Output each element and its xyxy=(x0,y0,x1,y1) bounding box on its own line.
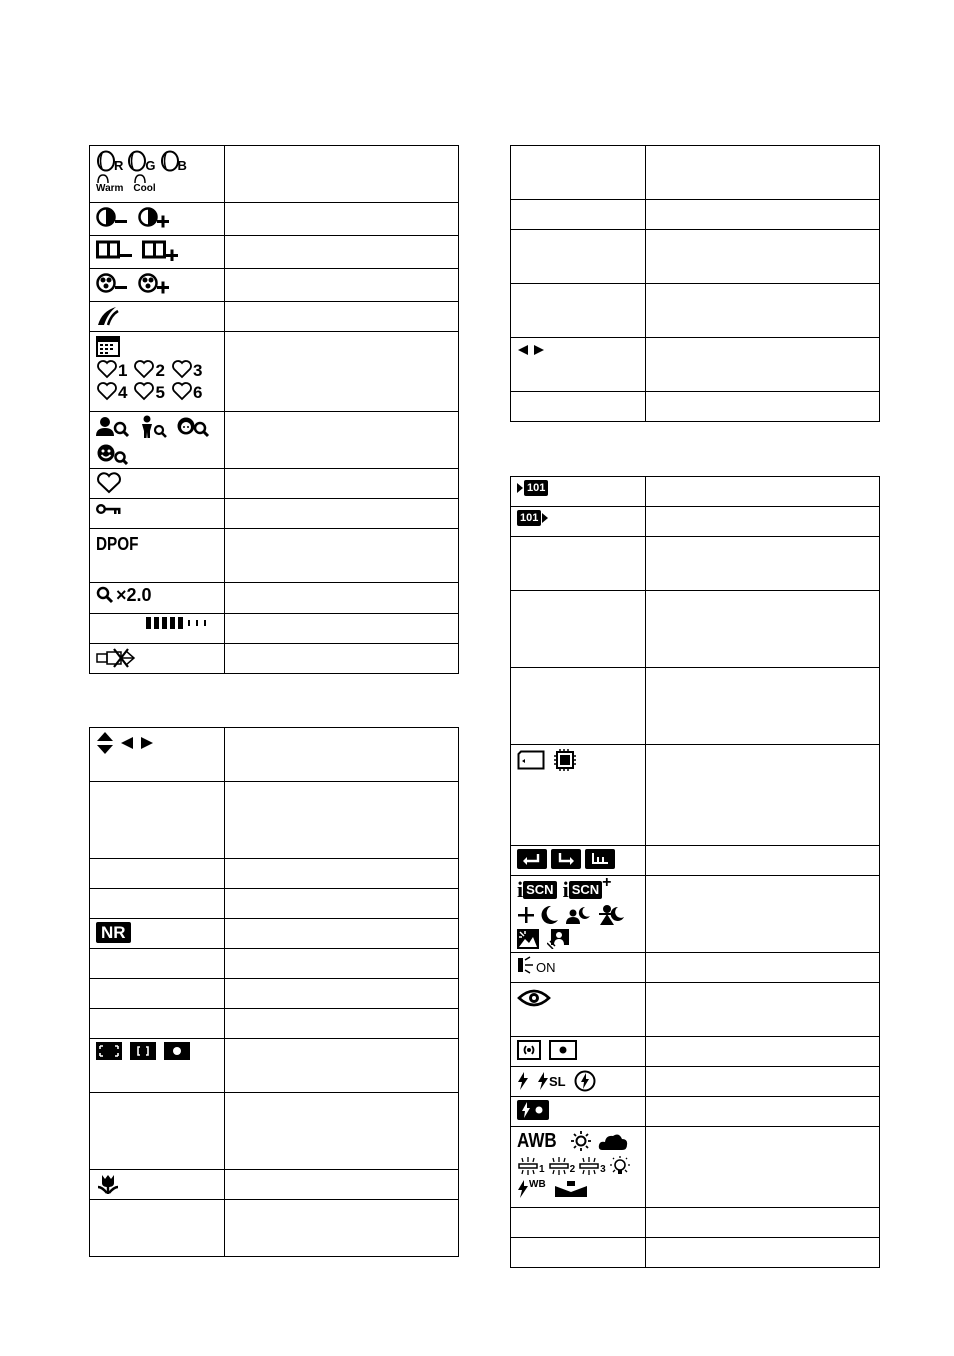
folder-step-icon xyxy=(551,849,581,869)
cell-blank xyxy=(511,537,646,591)
cell-blank xyxy=(225,469,459,499)
backlight-portrait-icon xyxy=(597,904,625,926)
af-center-icon xyxy=(130,1042,156,1060)
cell-left-right-arrows-icon xyxy=(511,338,646,392)
cell-blank xyxy=(511,146,646,200)
cell-dpof-icon xyxy=(90,529,225,583)
iscn-plus-icon: i SCN + xyxy=(562,874,612,902)
cell-blank xyxy=(90,1200,225,1257)
color-filter-b-icon: B xyxy=(160,150,187,172)
contrast-minus-icon xyxy=(96,206,130,228)
cell-saturation-icons xyxy=(90,269,225,302)
color-filter-g-icon: G xyxy=(127,150,155,172)
cell-red-eye-icon xyxy=(511,983,646,1037)
cell-contrast-icons xyxy=(90,203,225,236)
cell-blank xyxy=(225,859,459,889)
cell-af-area-icons xyxy=(90,1039,225,1093)
af-spot-icon xyxy=(164,1042,190,1060)
cell-blank xyxy=(225,146,459,203)
cell-blank xyxy=(90,782,225,859)
cell-blank xyxy=(225,332,459,412)
cell-direction-arrows-icon xyxy=(90,728,225,782)
cell-blank xyxy=(225,583,459,614)
cell-blank xyxy=(225,499,459,529)
cell-blank xyxy=(225,1009,459,1039)
cell-blank xyxy=(511,284,646,338)
smile-search-icon xyxy=(96,443,130,465)
daylight-sun-icon xyxy=(570,1130,592,1152)
cell-blank xyxy=(511,1238,646,1268)
left-arrow-icon xyxy=(120,736,134,750)
internal-memory-icon xyxy=(553,749,577,771)
cell-blank xyxy=(225,1039,459,1093)
cell-blank xyxy=(511,1208,646,1238)
flash-charging-icon xyxy=(517,1100,549,1120)
flash-off-icon xyxy=(574,1070,596,1092)
folder-prev-arrow-icon xyxy=(517,483,523,493)
protect-key-icon xyxy=(96,502,122,516)
red-eye-icon xyxy=(517,988,551,1008)
flash-icon xyxy=(517,1072,529,1090)
awb-label: AWB xyxy=(517,1130,557,1152)
cell-blank xyxy=(90,859,225,889)
usb-disconnect-icon xyxy=(96,647,136,669)
cell-blank xyxy=(646,668,880,745)
cell-folder-101-prev-icon xyxy=(511,477,646,507)
cell-blank xyxy=(646,230,880,284)
favorite-4-icon: 4 xyxy=(96,381,127,401)
saturation-minus-icon xyxy=(96,272,130,294)
color-filter-warm-icon: Warm xyxy=(96,174,123,194)
cell-blank xyxy=(225,782,459,859)
cell-noise-reduction-icon xyxy=(90,919,225,949)
cell-blank xyxy=(225,979,459,1009)
night-moon-icon xyxy=(541,905,559,925)
landscape-backlight-icon xyxy=(517,929,539,949)
left-arrow-icon xyxy=(517,344,529,356)
favorite-heart-icon xyxy=(96,472,122,494)
child-search-icon xyxy=(138,415,168,439)
cell-zoom-icon xyxy=(90,583,225,614)
cross-plus-icon xyxy=(517,906,535,924)
cell-blank xyxy=(225,889,459,919)
fluorescent-2-icon: 2 xyxy=(548,1157,576,1175)
incandescent-bulb-icon xyxy=(609,1155,631,1177)
cell-blank xyxy=(646,284,880,338)
table-icons-bottom-right xyxy=(510,476,880,1268)
night-portrait-icon xyxy=(565,905,591,925)
favorite-1-icon: 1 xyxy=(96,359,127,379)
cell-flash-mode-icons xyxy=(511,1067,646,1097)
cell-face-search-icons xyxy=(90,412,225,469)
cell-blank xyxy=(225,644,459,674)
favorite-5-icon: 5 xyxy=(133,381,164,401)
up-down-arrows-icon xyxy=(96,731,114,755)
cell-metering-icons xyxy=(511,1037,646,1067)
color-filter-cool-icon: Cool xyxy=(133,174,155,194)
sharpness-minus-icon xyxy=(96,239,134,261)
cell-folder-nav-icons xyxy=(511,846,646,876)
fluorescent-1-icon: 1 xyxy=(517,1157,545,1175)
cell-blank xyxy=(225,529,459,583)
cell-blank xyxy=(225,1170,459,1200)
cell-protect-icon xyxy=(90,499,225,529)
af-illuminator-icon xyxy=(517,956,535,974)
cell-blank xyxy=(90,1009,225,1039)
cell-calendar-favorites-icons xyxy=(90,332,225,412)
flash-slow-sync-icon: SL xyxy=(537,1072,566,1090)
cell-color-filter-icons xyxy=(90,146,225,203)
af-multi-icon xyxy=(96,1042,122,1060)
favorite-2-icon: 2 xyxy=(133,359,164,379)
level-bar-icon xyxy=(146,617,208,629)
cell-blank xyxy=(646,1127,880,1208)
cell-blank xyxy=(90,949,225,979)
cell-favorite-icon xyxy=(90,469,225,499)
right-arrow-icon xyxy=(140,736,154,750)
table-icons-top-right xyxy=(510,145,880,422)
cell-blank xyxy=(646,1097,880,1127)
cell-blank xyxy=(511,200,646,230)
cell-blank xyxy=(646,146,880,200)
cell-blank xyxy=(646,537,880,591)
cell-folder-101-next-icon xyxy=(511,507,646,537)
metering-spot-icon xyxy=(549,1040,577,1060)
metering-multi-icon xyxy=(517,1040,541,1060)
cell-macro-icon xyxy=(90,1170,225,1200)
folder-next-arrow-icon xyxy=(542,513,548,523)
folder-number-badge: 101 xyxy=(517,510,541,526)
cell-blank xyxy=(646,507,880,537)
cell-blank xyxy=(225,203,459,236)
cell-white-balance-icons xyxy=(511,1127,646,1208)
cell-blank xyxy=(225,1093,459,1170)
color-filter-r-icon: R xyxy=(96,150,123,172)
cell-blank xyxy=(225,919,459,949)
cell-blank xyxy=(646,591,880,668)
baby-search-icon xyxy=(176,416,210,438)
cell-blank xyxy=(511,392,646,422)
favorite-6-icon: 6 xyxy=(171,381,202,401)
cell-blank xyxy=(646,846,880,876)
cell-blank xyxy=(646,983,880,1037)
cell-blank xyxy=(225,1200,459,1257)
cell-battery-bar-icon xyxy=(90,614,225,644)
iscn-icon: i SCN xyxy=(517,879,557,901)
table-icons-bottom-left xyxy=(89,727,459,1257)
cell-blank xyxy=(646,876,880,953)
cell-blank xyxy=(225,728,459,782)
cell-blank xyxy=(90,979,225,1009)
cell-media-icons xyxy=(511,745,646,846)
folder-return-icon xyxy=(517,849,547,869)
folder-number-badge: 101 xyxy=(524,480,548,496)
cell-blank xyxy=(646,392,880,422)
saturation-plus-icon xyxy=(138,272,172,294)
custom-wb-icon xyxy=(554,1180,588,1198)
folder-hierarchy-icon xyxy=(585,849,615,869)
sharpness-plus-icon xyxy=(142,239,180,261)
flash-wb-icon: WB xyxy=(517,1180,546,1198)
cell-blank xyxy=(646,953,880,983)
right-arrow-icon xyxy=(533,344,545,356)
portrait-backlight-icon xyxy=(547,929,569,949)
noise-reduction-icon: NR xyxy=(96,922,131,943)
cell-blank xyxy=(225,614,459,644)
cell-blank xyxy=(90,889,225,919)
cell-blank xyxy=(511,668,646,745)
cell-blank xyxy=(511,591,646,668)
cell-blank xyxy=(90,1093,225,1170)
cell-blank xyxy=(646,477,880,507)
cell-blank xyxy=(225,412,459,469)
cell-blank xyxy=(646,1238,880,1268)
cell-blank xyxy=(225,949,459,979)
cell-sharpness-icons xyxy=(90,236,225,269)
fluorescent-3-icon: 3 xyxy=(578,1157,606,1175)
cloudy-icon xyxy=(598,1131,628,1151)
person-search-icon xyxy=(96,416,130,438)
zoom-value: ×2.0 xyxy=(116,585,152,605)
macro-tulip-icon xyxy=(96,1173,120,1195)
cell-usb-disconnect-icon xyxy=(90,644,225,674)
cell-blank xyxy=(646,745,880,846)
cell-af-illuminator-icon: ON xyxy=(511,953,646,983)
table-icons-top-left xyxy=(89,145,459,674)
cell-blank xyxy=(511,230,646,284)
brush-stroke-icon xyxy=(96,305,120,327)
cell-blank xyxy=(225,302,459,332)
cell-brush-icon xyxy=(90,302,225,332)
cell-blank xyxy=(225,236,459,269)
memory-card-icon xyxy=(517,750,545,770)
cell-blank xyxy=(646,200,880,230)
cell-flash-charge-icon xyxy=(511,1097,646,1127)
cell-blank xyxy=(646,1208,880,1238)
calendar-icon xyxy=(96,335,120,357)
cell-blank xyxy=(225,269,459,302)
dpof-label: DPOF xyxy=(96,534,139,554)
favorite-3-icon: 3 xyxy=(171,359,202,379)
cell-scene-icons xyxy=(511,876,646,953)
magnifier-icon xyxy=(96,586,114,604)
contrast-plus-icon xyxy=(138,206,172,228)
cell-blank xyxy=(646,1067,880,1097)
cell-blank xyxy=(646,1037,880,1067)
cell-blank xyxy=(646,338,880,392)
